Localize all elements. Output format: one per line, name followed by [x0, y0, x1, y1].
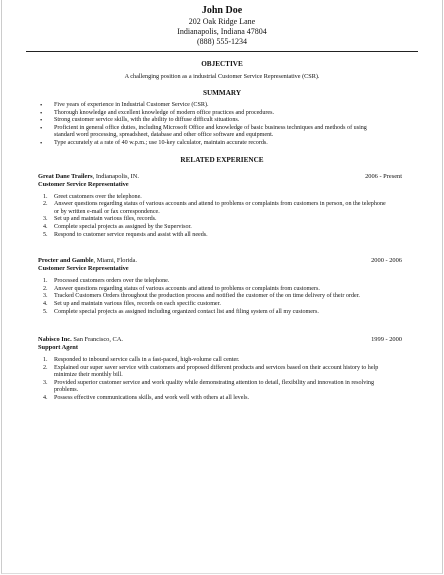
summary-item: • Type accurately at a rate of 40 w.p.m.; use 10-key calculator, maintain accurate records.	[2, 140, 442, 148]
resume-page	[1, 0, 443, 574]
summary-list	[2, 102, 442, 148]
company-location: , Miami, Florida.	[93, 257, 137, 265]
job-entry	[2, 257, 442, 316]
summary-item: • Thorough knowledge and excellent knowledge of modern office practices and procedures.	[2, 110, 442, 118]
job-entry	[2, 336, 442, 403]
duty-item: 4. Complete special projects as assigned by the Supervisor.	[43, 223, 192, 230]
job-header	[2, 257, 442, 265]
applicant-name: John Doe	[201, 5, 243, 16]
duty-item: 5. Respond to customer service requests and assist with all needs.	[43, 231, 208, 238]
job-dates: 2006 - Present	[365, 172, 402, 180]
duty-item: 2. Explained our super saver service with customers and proposed different products and services based on their account history to help minimize their monthly bill.	[43, 364, 379, 379]
duty-item: 2. Answer questions regarding status of various accounts and attend to problems or complaints from customers in person, on the telephone or by written e-mail or fax correspondence.	[43, 201, 386, 215]
header-divider	[26, 51, 418, 52]
duty-item: 1. Greet customers over the telephone.	[43, 193, 142, 200]
job-entry	[2, 173, 442, 240]
duty-item: 3. Provided superior customer service and work quality while demonstrating attention to detail, flexibility and innovation in resolving problems.	[43, 379, 375, 394]
experience-heading: RELATED EXPERIENCE	[180, 155, 264, 164]
duty-item: 4. Set up and maintain various files, records on each specific customer.	[43, 300, 221, 307]
company-name: Nabisco Inc.	[38, 336, 72, 344]
city-state-zip: Indianapolis, Indiana 47804	[177, 27, 267, 36]
duty-item: 3. Tracked Customers Orders throughout the production process and notified the customer of the on time delivery of their order.	[43, 293, 360, 300]
job-title: Support Agent	[38, 344, 78, 352]
job-title: Customer Service Representative	[38, 180, 129, 188]
company-name: Procter and Gamble	[38, 257, 94, 265]
phone-number: (888) 555-1234	[197, 37, 247, 46]
job-header	[2, 173, 442, 181]
objective-text: A challenging position as a industrial Customer Service Representative (CSR).	[124, 73, 320, 80]
duties-list	[2, 278, 442, 316]
job-dates: 2000 - 2006	[371, 257, 402, 265]
job-dates: 1999 - 2000	[371, 336, 402, 344]
job-header	[2, 336, 442, 344]
duty-item: 3. Set up and maintain various files, records.	[43, 216, 157, 223]
duty-item: 5. Complete special projects as assigned including organized contact list and filing system of all my customers.	[43, 308, 319, 315]
duty-item: 4. Possess effective communications skills, and work well with others at all levels.	[43, 395, 250, 402]
summary-heading: SUMMARY	[202, 89, 242, 97]
job-title: Customer Service Representative	[38, 265, 129, 273]
company-location: , Indianapolis, IN.	[92, 172, 139, 180]
duty-item: 2. Answer questions regarding status of various accounts and attend to problems or complaints from customers.	[43, 285, 320, 292]
duty-item: 1. Responded to inbound service calls in a fast-paced, high-volume call center.	[43, 357, 240, 364]
street-address: 202 Oak Ridge Lane	[188, 17, 256, 26]
company-location: San Francisco, CA.	[71, 336, 124, 344]
summary-item: • Strong customer service skills, with the ability to diffuse difficult situations.	[2, 117, 442, 125]
company-name: Great Dane Trailers	[38, 172, 93, 180]
duties-list	[2, 194, 442, 240]
summary-item: • Five years of experience in Industrial Customer Service (CSR).	[2, 102, 442, 110]
resume-header	[2, 0, 442, 47]
objective-heading: OBJECTIVE	[201, 60, 243, 68]
duty-item: 1. Processed customers orders over the telephone.	[43, 278, 170, 285]
duties-list	[2, 357, 442, 403]
summary-item: • Proficient in general office duties, including Microsoft Office and knowledge of basic business techniques and methods of using standard word processing, spreadsheet, database and other office software and equipment.	[2, 125, 442, 140]
